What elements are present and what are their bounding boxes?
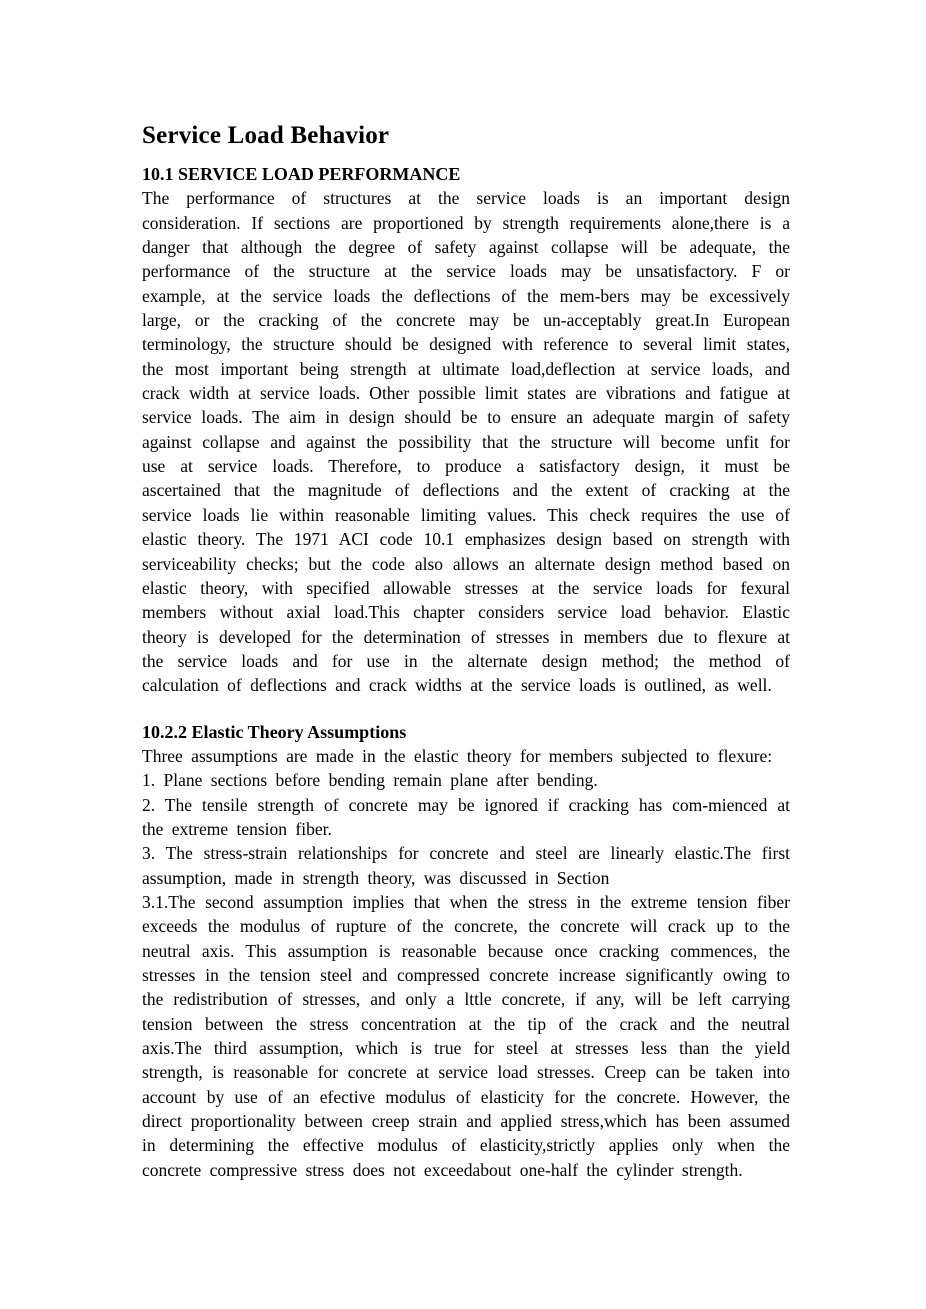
section-heading-10-2-2: 10.2.2 Elastic Theory Assumptions [142, 721, 407, 742]
paragraph-assumption-2: 2. The tensile strength of concrete may be ignored if cracking has com-mienced at the extreme tension fiber. [142, 794, 790, 839]
paragraph-service-load-performance: The performance of structures at the service loads is an important design consideration. If sections are proportioned by strength requirements alone,there is a danger that although the degree of safety against collapse will be adequate, the performance of the structure at the service loads may be unsatisfactory. F or example, at the service loads the deflections of the mem-bers may be excessively large, or the cracking of the concrete may be un-acceptably great.In European terminology, the structure should be designed with reference to several limit states, the most important being strength at ultimate load,deflection at service loads, and crack width at service loads. Other possible limit states are vibrations and fatigue at service loads. The aim in design should be to ensure an adequate margin of safety against collapse and against the possibility that the structure will become unfit for use at service loads. Therefore, to produce a satisfactory design, it must be ascertained that the magnitude of deflections and the extent of cracking at the service loads lie within reasonable limiting values. This check requires the use of elastic theory. The 1971 ACI code 10.1 emphasizes design based on strength with serviceability checks; but the code also allows an alternate design method based on elastic theory, with specified allowable stresses at the service loads for fexural members without axial load.This chapter considers service load behavior. Elastic theory is developed for the determination of stresses in members due to flexure at the service loads and for use in the alternate design method; the method of calculation of deflections and crack widths at the service loads is outlined, as well. [142, 188, 790, 696]
paragraph-assumptions-discussion: 3.1.The second assumption implies that when the stress in the extreme tension fiber exceeds the modulus of rupture of the concrete, the concrete will crack up to the neutral axis. This assumption is reasonable because once cracking commences, the stresses in the tension steel and compressed concrete increase significantly owing to the redistribution of stresses, and only a lttle concrete, if any, will be left carrying tension between the stress concentration at the tip of the crack and the neutral axis.The third assumption, which is true for steel at stresses less than the yield strength, is reasonable for concrete at service load stresses. Creep can be taken into account by use of an efective modulus of elasticity for the concrete. However, the direct proportionality between creep strain and applied stress,which has been assumed in determining the effective modulus of elasticity,strictly applies only when the concrete compressive stress does not exceedabout one-half the cylinder strength. [142, 891, 790, 1180]
section-elastic-theory-assumptions [142, 720, 790, 1183]
paragraph-assumption-3: 3. The stress-strain relationships for concrete and steel are linearly elastic.The first assumption, made in strength theory, was discussed in Section [142, 843, 790, 888]
paragraph-assumptions-intro: Three assumptions are made in the elastic theory for members subjected to flexure: [142, 745, 773, 766]
document-title: Service Load Behavior [142, 122, 390, 149]
document-page [142, 121, 790, 1182]
section-heading-10-1: 10.1 SERVICE LOAD PERFORMANCE [142, 164, 461, 184]
section-service-load-performance [142, 162, 790, 698]
paragraph-assumption-1: 1. Plane sections before bending remain plane after bending. [142, 770, 598, 791]
